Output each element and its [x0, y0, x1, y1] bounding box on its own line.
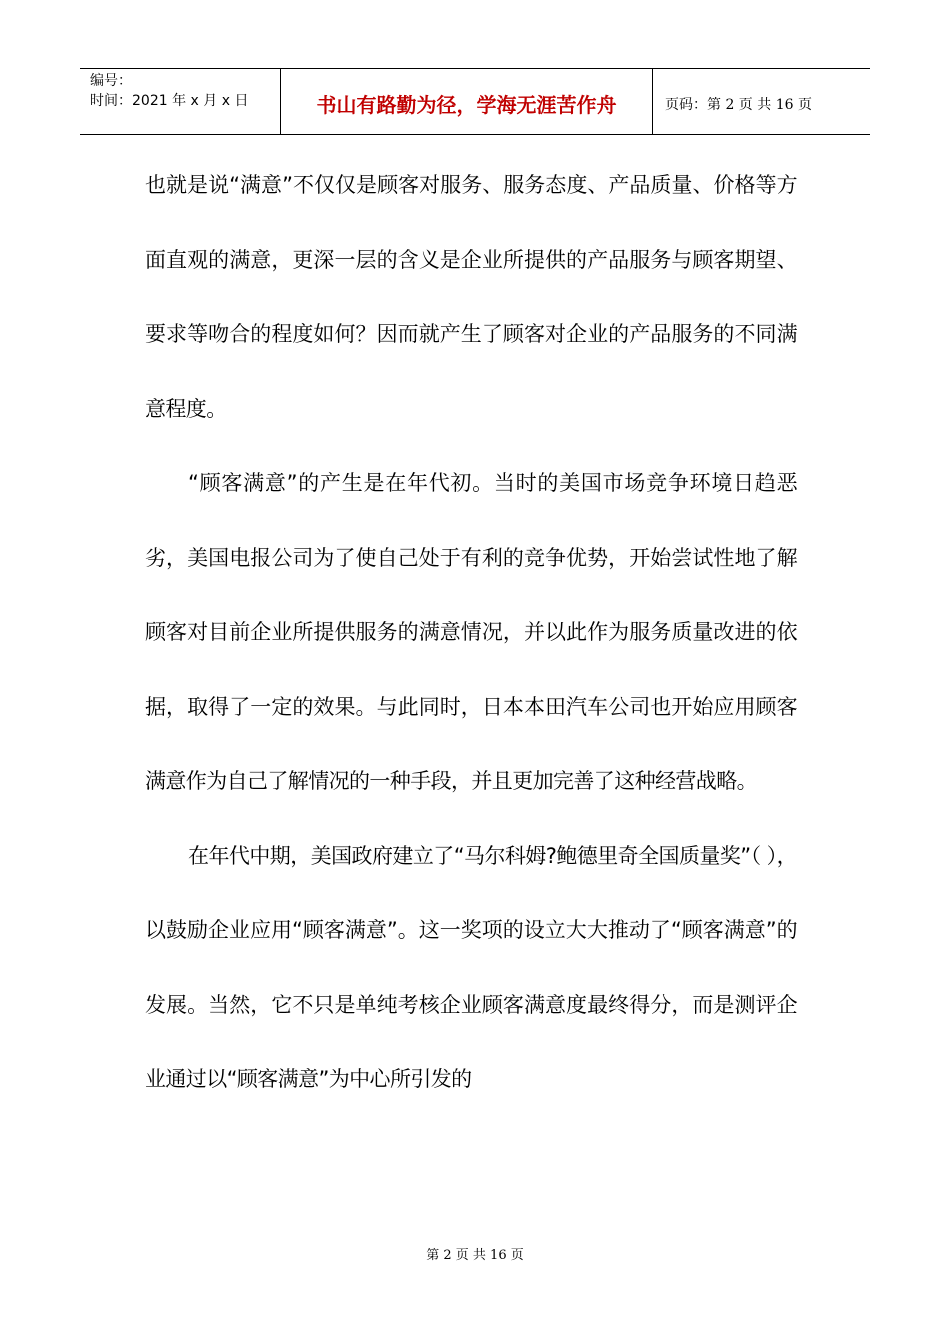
page-footer: 第 2 页 共 16 页	[426, 1248, 524, 1263]
document-date-label: 时间：2021 年 x 月 x 日	[90, 93, 249, 109]
paragraph-3: 在年代中期，美国政府建立了“马尔科姆?鲍德里奇全国质量奖”（ ），以鼓励企业应用“顾客满意”。这一奖项的设立大大推动了“顾客满意”的发展。当然，它不只是单纯考核企业顾客满意度最终得分，而是测评企业通过以“顾客满意”为中心所引发的	[145, 843, 797, 1091]
page-header	[80, 68, 870, 135]
document-number-label: 编号：	[90, 73, 132, 89]
paragraph-1: 也就是说“满意”不仅仅是顾客对服务、服务态度、产品质量、价格等方面直观的满意，更深一层的含义是企业所提供的产品服务与顾客期望、要求等吻合的程度如何？因而就产生了顾客对企业的产品服务的不同满意程度。	[145, 173, 797, 421]
header-meta	[80, 69, 281, 134]
paragraph-2: “顾客满意”的产生是在年代初。当时的美国市场竞争环境日趋恶劣，美国电报公司为了使自己处于有利的竞争优势，开始尝试性地了解顾客对目前企业所提供服务的满意情况，并以此作为服务质量改进的依据，取得了一定的效果。与此同时，日本本田汽车公司也开始应用顾客满意作为自己了解情况的一种手段，并且更加完善了这种经营战略。	[145, 471, 797, 793]
header-page-info: 页码：第 2 页 共 16 页	[665, 96, 812, 113]
document-body	[145, 148, 797, 1117]
header-motto: 书山有路勤为径，学海无涯苦作舟	[281, 69, 653, 134]
